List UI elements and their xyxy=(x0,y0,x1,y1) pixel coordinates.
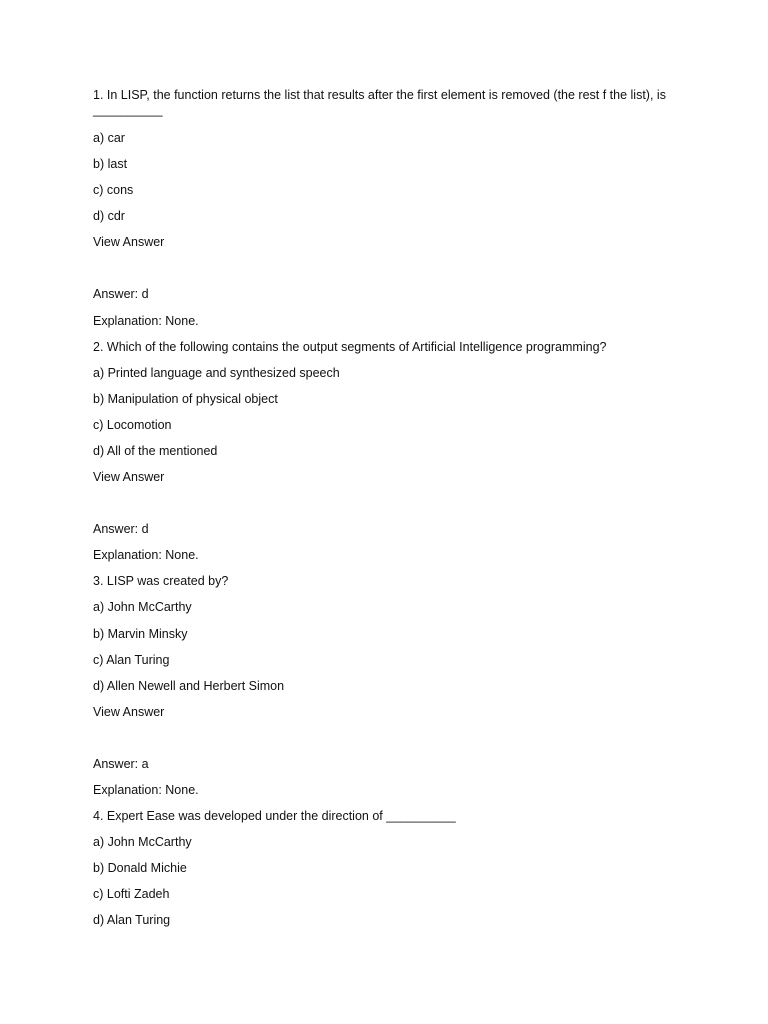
question-2-view-answer-link[interactable]: View Answer xyxy=(93,470,165,484)
question-1-option-b: b) last xyxy=(93,157,128,171)
question-4-option-b: b) Donald Michie xyxy=(93,861,187,875)
question-3-explanation: Explanation: None. xyxy=(93,783,199,797)
question-1-explanation: Explanation: None. xyxy=(93,314,199,328)
question-4-text: 4. Expert Ease was developed under the direction of __________ xyxy=(93,809,456,823)
question-2-text: 2. Which of the following contains the output segments of Artificial Intelligence programming? xyxy=(93,340,607,354)
question-2-option-c: c) Locomotion xyxy=(93,418,172,432)
question-1-option-d: d) cdr xyxy=(93,209,125,223)
question-3-view-answer-link[interactable]: View Answer xyxy=(93,705,165,719)
question-1-view-answer-link[interactable]: View Answer xyxy=(93,235,165,249)
question-3-option-a: a) John McCarthy xyxy=(93,600,192,614)
question-1-answer: Answer: d xyxy=(93,287,149,301)
question-1-option-a: a) car xyxy=(93,131,125,145)
question-2-option-a: a) Printed language and synthesized speech xyxy=(93,366,340,380)
question-2-option-b: b) Manipulation of physical object xyxy=(93,392,278,406)
question-3-text: 3. LISP was created by? xyxy=(93,574,229,588)
question-2-answer: Answer: d xyxy=(93,522,149,536)
question-4-option-a: a) John McCarthy xyxy=(93,835,192,849)
question-2-option-d: d) All of the mentioned xyxy=(93,444,218,458)
question-1-text: 1. In LISP, the function returns the list that results after the first element is removed (the rest f the list), is __________ xyxy=(93,88,666,117)
question-4-option-c: c) Lofti Zadeh xyxy=(93,887,170,901)
question-3-option-c: c) Alan Turing xyxy=(93,653,170,667)
question-3-option-b: b) Marvin Minsky xyxy=(93,627,188,641)
question-3-option-d: d) Allen Newell and Herbert Simon xyxy=(93,679,285,693)
question-1-option-c: c) cons xyxy=(93,183,134,197)
question-2-explanation: Explanation: None. xyxy=(93,548,199,562)
question-3-answer: Answer: a xyxy=(93,757,149,771)
question-4-option-d: d) Alan Turing xyxy=(93,913,171,927)
